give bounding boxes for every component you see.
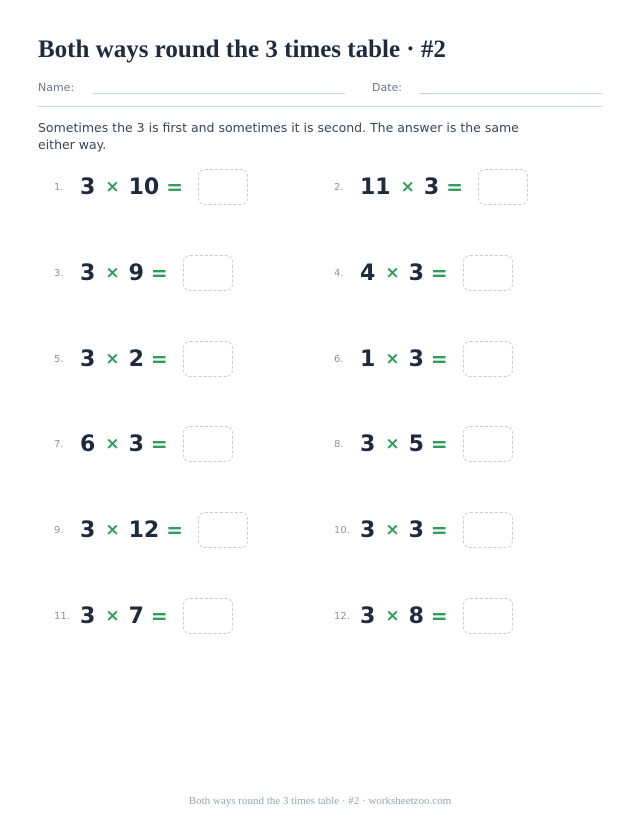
times-sign: ×: [385, 520, 400, 540]
first-factor: 6: [80, 431, 96, 457]
second-factor: 10: [128, 174, 160, 200]
problem-1: [54, 167, 248, 207]
second-factor: 3: [408, 260, 424, 286]
problem-number: 11.: [54, 610, 70, 622]
equals-sign: =: [150, 432, 168, 456]
problem-number: 1.: [54, 181, 64, 193]
problem-2: [334, 167, 528, 207]
times-sign: ×: [105, 520, 120, 540]
first-factor: 3: [360, 517, 376, 543]
problem-5: [54, 339, 233, 379]
equals-sign: =: [430, 604, 448, 628]
equals-sign: =: [150, 347, 168, 371]
problem-11: [54, 596, 233, 636]
answer-box[interactable]: [183, 341, 233, 377]
first-factor: 3: [80, 603, 96, 629]
equals-sign: =: [430, 518, 448, 542]
problem-number: 12.: [334, 610, 350, 622]
problem-4: [334, 253, 513, 293]
answer-box[interactable]: [463, 598, 513, 634]
answer-box[interactable]: [198, 512, 248, 548]
equals-sign: =: [166, 175, 183, 199]
problem-8: [334, 424, 513, 464]
equals-sign: =: [150, 261, 168, 285]
times-sign: ×: [105, 263, 120, 283]
second-factor: 7: [128, 603, 144, 629]
times-sign: ×: [385, 349, 400, 369]
second-factor: 3: [408, 346, 424, 372]
answer-box[interactable]: [463, 512, 513, 548]
answer-box[interactable]: [463, 426, 513, 462]
second-factor: 12: [128, 517, 160, 543]
problem-7: [54, 424, 233, 464]
second-factor: 3: [128, 431, 144, 457]
equals-sign: =: [430, 347, 448, 371]
times-sign: ×: [105, 349, 120, 369]
times-sign: ×: [385, 263, 400, 283]
date-label: Date:: [372, 81, 402, 94]
first-factor: 4: [360, 260, 376, 286]
first-factor: 1: [360, 346, 376, 372]
problem-number: 2.: [334, 181, 344, 193]
first-factor: 11: [360, 174, 391, 200]
second-factor: 9: [128, 260, 144, 286]
equals-sign: =: [430, 432, 448, 456]
first-factor: 3: [80, 517, 96, 543]
problem-number: 7.: [54, 438, 64, 450]
answer-box[interactable]: [183, 255, 233, 291]
problem-10: [334, 510, 513, 550]
times-sign: ×: [105, 177, 120, 197]
second-factor: 3: [423, 174, 440, 200]
equals-sign: =: [150, 604, 168, 628]
answer-box[interactable]: [478, 169, 528, 205]
problem-number: 5.: [54, 353, 64, 365]
problem-number: 8.: [334, 438, 344, 450]
times-sign: ×: [385, 606, 400, 626]
first-factor: 3: [80, 174, 96, 200]
answer-box[interactable]: [183, 426, 233, 462]
footer-credit: Both ways round the 3 times table · #2 · worksheetzoo.com: [188, 795, 452, 807]
problem-number: 3.: [54, 267, 64, 279]
answer-box[interactable]: [183, 598, 233, 634]
second-factor: 3: [408, 517, 424, 543]
equals-sign: =: [166, 518, 183, 542]
times-sign: ×: [105, 434, 120, 454]
equals-sign: =: [446, 175, 463, 199]
problem-number: 6.: [334, 353, 344, 365]
times-sign: ×: [385, 434, 400, 454]
problem-number: 9.: [54, 524, 64, 536]
answer-box[interactable]: [198, 169, 248, 205]
problem-number: 4.: [334, 267, 344, 279]
times-sign: ×: [105, 606, 120, 626]
equals-sign: =: [430, 261, 448, 285]
instructions: Sometimes the 3 is first and sometimes it is second. The answer is the same either way.: [38, 120, 519, 152]
worksheet-title: Both ways round the 3 times table · #2: [38, 36, 446, 63]
name-date-row: [38, 80, 602, 107]
problem-6: [334, 339, 513, 379]
problem-12: [334, 596, 513, 636]
first-factor: 3: [360, 431, 376, 457]
second-factor: 2: [128, 346, 144, 372]
first-factor: 3: [360, 603, 376, 629]
second-factor: 8: [408, 603, 424, 629]
name-label: Name:: [38, 81, 75, 94]
times-sign: ×: [400, 177, 415, 197]
first-factor: 3: [80, 260, 96, 286]
problem-9: [54, 510, 248, 550]
second-factor: 5: [408, 431, 424, 457]
first-factor: 3: [80, 346, 96, 372]
answer-box[interactable]: [463, 255, 513, 291]
answer-box[interactable]: [463, 341, 513, 377]
problem-number: 10.: [334, 524, 350, 536]
date-field[interactable]: [419, 93, 602, 94]
name-field[interactable]: [93, 93, 345, 94]
problem-3: [54, 253, 233, 293]
